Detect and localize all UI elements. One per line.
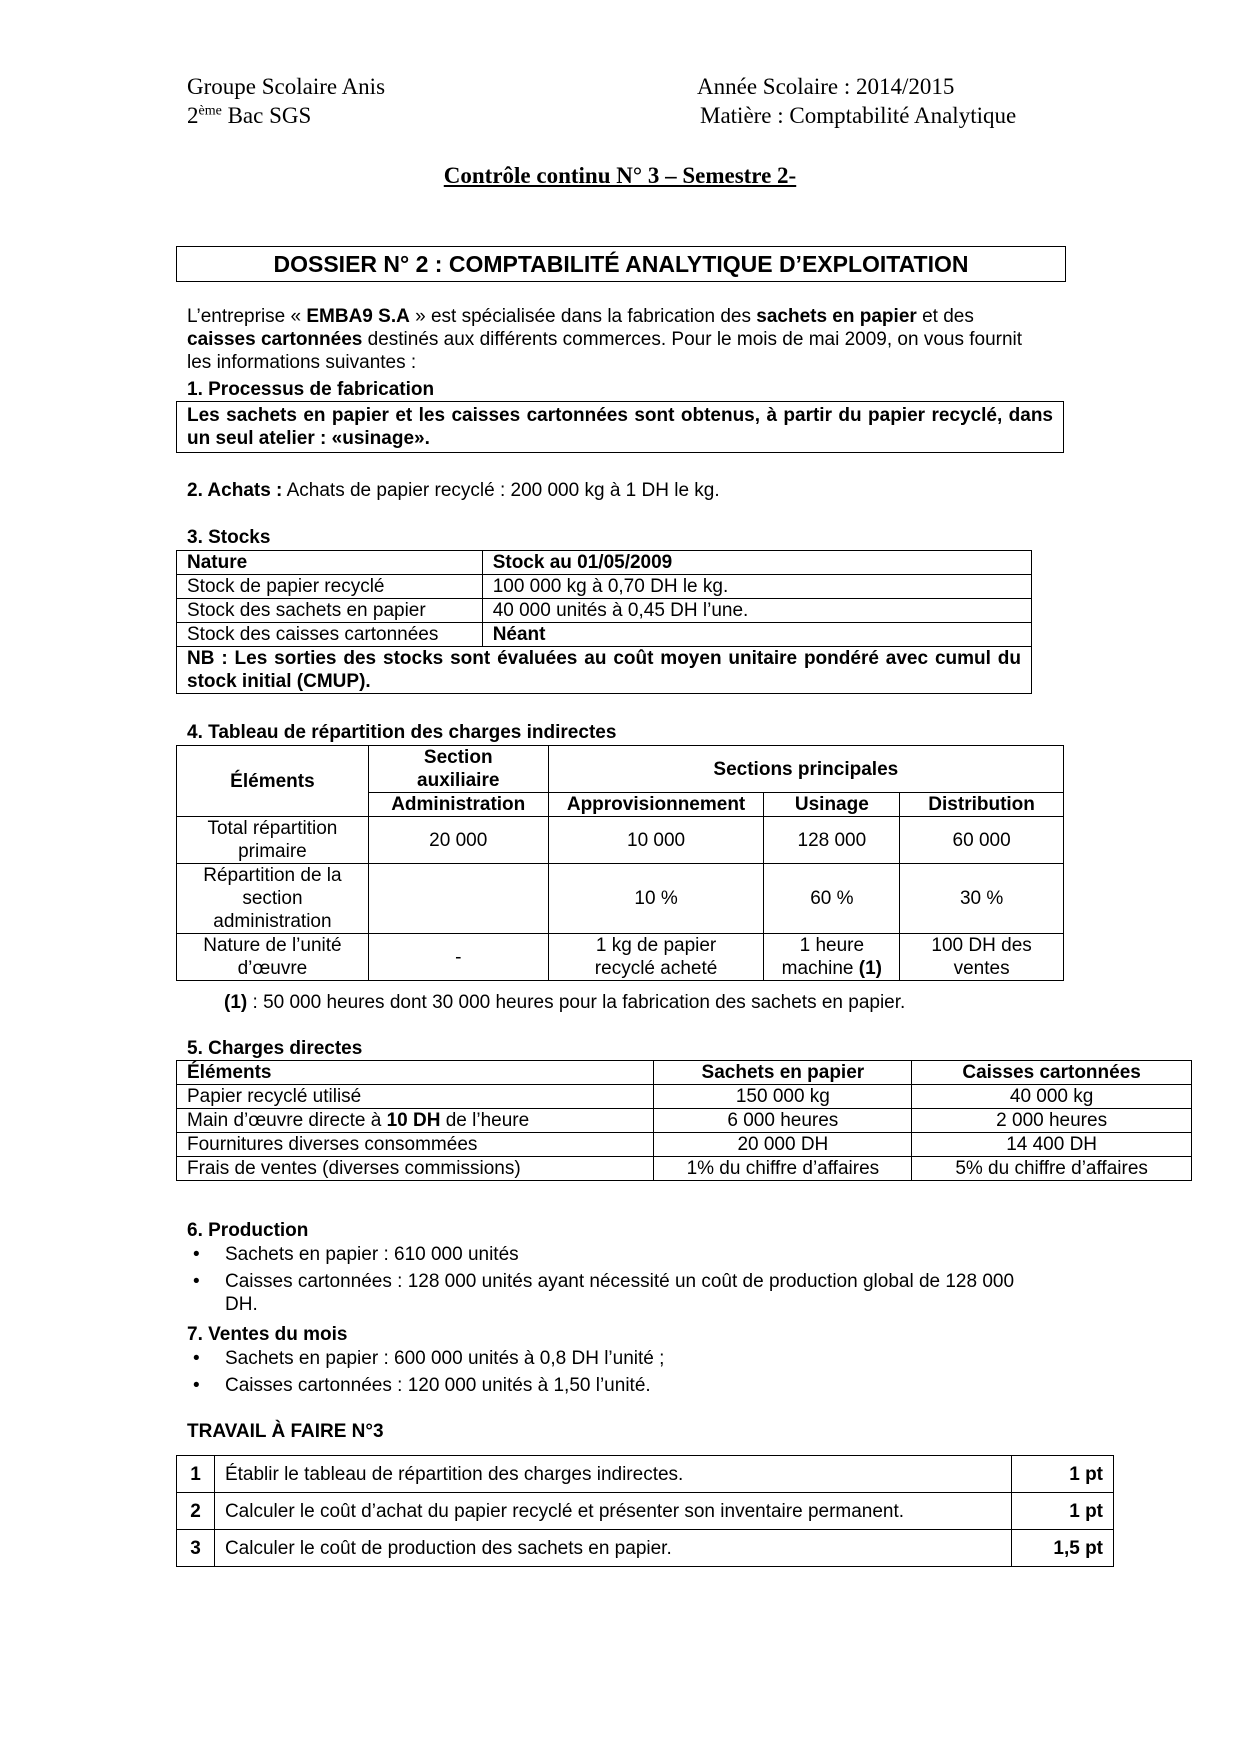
section-1-heading: 1. Processus de fabrication (187, 379, 435, 400)
table-row (177, 551, 1032, 575)
product-sachets: sachets en papier (756, 306, 917, 327)
cell-distribution: 100 DH des ventes (900, 934, 1064, 981)
cell-sachets: 150 000 kg (654, 1085, 912, 1109)
cell-sachets: 20 000 DH (654, 1133, 912, 1157)
intro-paragraph (187, 305, 1047, 374)
section-6-heading: 6. Production (187, 1220, 309, 1241)
table-row (177, 746, 1064, 793)
task-number: 1 (177, 1456, 215, 1493)
stock-nature: Stock des sachets en papier (177, 599, 483, 623)
cell-sachets: 1% du chiffre d’affaires (654, 1157, 912, 1181)
footnote-mark: (1) (224, 992, 248, 1013)
charges-directes-table (176, 1060, 1192, 1181)
list-item: • Caisses cartonnées : 120 000 unités à 1,50 l’unité. (187, 1374, 1049, 1397)
cell-distribution: 60 000 (900, 817, 1064, 864)
header-sections-principales: Sections principales (548, 746, 1063, 793)
task-text: Établir le tableau de répartition des charges indirectes. (214, 1456, 1011, 1493)
class-level (187, 103, 311, 129)
cell-usinage: 128 000 (764, 817, 900, 864)
table-row (177, 934, 1064, 981)
stocks-header-nature: Nature (177, 551, 483, 575)
header-caisses: Caisses cartonnées (912, 1061, 1192, 1085)
stock-value: Néant (482, 623, 1031, 647)
row-label: Total répartition primaire (177, 817, 369, 864)
section-4-heading: 4. Tableau de répartition des charges indirectes (187, 722, 617, 743)
cell-administration: - (368, 934, 548, 981)
header-distribution: Distribution (900, 793, 1064, 817)
row-label: Fournitures diverses consommées (177, 1133, 654, 1157)
task-number: 2 (177, 1493, 215, 1530)
table-row (177, 1157, 1192, 1181)
travail-heading: TRAVAIL À FAIRE N°3 (187, 1421, 384, 1442)
class-level-number: 2 (187, 103, 199, 128)
row-label: Nature de l’unité d’œuvre (177, 934, 369, 981)
table-row (177, 647, 1032, 694)
school-name: Groupe Scolaire Anis (187, 74, 386, 99)
header-usinage: Usinage (764, 793, 900, 817)
class-level-superscript: ème (198, 103, 222, 119)
cell-usinage-text: 1 heure machine (781, 935, 865, 979)
task-points: 1 pt (1012, 1456, 1114, 1493)
cell-administration (368, 864, 548, 934)
stock-nature: Stock des caisses cartonnées (177, 623, 483, 647)
footnote-text: : 50 000 heures dont 30 000 heures pour la fabrication des sachets en papier. (247, 992, 906, 1013)
header-elements: Éléments (177, 1061, 654, 1085)
ventes-list (187, 1347, 1049, 1397)
page-title: Contrôle continu N° 3 – Semestre 2- (443, 163, 797, 188)
task-text: Calculer le coût d’achat du papier recyclé et présenter son inventaire permanent. (214, 1493, 1011, 1530)
task-number: 3 (177, 1530, 215, 1567)
task-points: 1 pt (1012, 1493, 1114, 1530)
table-row (177, 864, 1064, 934)
list-item: • Sachets en papier : 600 000 unités à 0,8 DH l’unité ; (187, 1347, 1049, 1370)
section-1-box: Les sachets en papier et les caisses cartonnées sont obtenus, à partir du papier recyclé, dans un seul atelier : «usinage». (176, 401, 1064, 453)
cell-distribution: 30 % (900, 864, 1064, 934)
footnote-1 (224, 991, 905, 1014)
list-item: • Sachets en papier : 610 000 unités (187, 1243, 1049, 1266)
task-text: Calculer le coût de production des sachets en papier. (214, 1530, 1011, 1567)
table-row (177, 1085, 1192, 1109)
task-points: 1,5 pt (1012, 1530, 1114, 1567)
header-approvisionnement: Approvisionnement (548, 793, 764, 817)
subject: Matière : Comptabilité Analytique (700, 103, 1017, 128)
travail-table (176, 1455, 1114, 1567)
row-label: Répartition de la section administration (177, 864, 369, 934)
intro-text-3: et des (916, 306, 974, 327)
section-3-heading: 3. Stocks (187, 527, 271, 548)
stocks-header-stock: Stock au 01/05/2009 (482, 551, 1031, 575)
row-label-pre: Main d’œuvre directe à (187, 1110, 387, 1131)
table-row (177, 1109, 1192, 1133)
intro-text-1: L’entreprise « (187, 306, 307, 327)
stock-value: 40 000 unités à 0,45 DH l’une. (482, 599, 1031, 623)
section-7-heading: 7. Ventes du mois (187, 1324, 348, 1345)
stock-nature: Stock de papier recyclé (177, 575, 483, 599)
table-row (177, 599, 1032, 623)
stocks-table (176, 550, 1032, 694)
section-2-achats (187, 479, 720, 502)
header-elements: Éléments (177, 746, 369, 817)
section-5-heading: 5. Charges directes (187, 1038, 363, 1059)
company-name: EMBA9 S.A (306, 306, 410, 327)
header-sachets: Sachets en papier (654, 1061, 912, 1085)
section-2-label: 2. Achats : (187, 480, 283, 501)
cell-approvisionnement: 10 % (548, 864, 764, 934)
cell-usinage: 60 % (764, 864, 900, 934)
cell-caisses: 14 400 DH (912, 1133, 1192, 1157)
row-label-rate: 10 DH (386, 1110, 441, 1131)
section-2-text: Achats de papier recyclé : 200 000 kg à 1 DH le kg. (282, 480, 720, 501)
cell-administration: 20 000 (368, 817, 548, 864)
cell-caisses: 5% du chiffre d’affaires (912, 1157, 1192, 1181)
cell-caisses: 40 000 kg (912, 1085, 1192, 1109)
production-list (187, 1243, 1049, 1316)
charges-indirectes-table (176, 745, 1064, 981)
intro-text-4: destinés aux différents commerces. Pour le mois de mai 2009, on vous fournit les informations suivantes : (187, 329, 1023, 373)
table-row (177, 1456, 1114, 1493)
product-caisses: caisses cartonnées (187, 329, 363, 350)
cell-usinage (764, 934, 900, 981)
school-year: Année Scolaire : 2014/2015 (697, 74, 955, 99)
row-label-post: de l’heure (440, 1110, 530, 1131)
cell-usinage-note: (1) (858, 958, 883, 979)
stock-value: 100 000 kg à 0,70 DH le kg. (482, 575, 1031, 599)
row-label (177, 1109, 654, 1133)
intro-text-2: » est spécialisée dans la fabrication des (409, 306, 757, 327)
table-row (177, 575, 1032, 599)
cell-approvisionnement: 1 kg de papier recyclé acheté (548, 934, 764, 981)
table-row (177, 1530, 1114, 1567)
cell-caisses: 2 000 heures (912, 1109, 1192, 1133)
class-level-name: Bac SGS (221, 103, 312, 128)
dossier-heading: DOSSIER N° 2 : COMPTABILITÉ ANALYTIQUE D’EXPLOITATION (176, 246, 1066, 282)
list-item: • Caisses cartonnées : 128 000 unités ayant nécessité un coût de production global de 128 000 DH. (187, 1270, 1049, 1316)
table-row (177, 1061, 1192, 1085)
table-row (177, 817, 1064, 864)
row-label: Papier recyclé utilisé (177, 1085, 654, 1109)
cell-sachets: 6 000 heures (654, 1109, 912, 1133)
table-row (177, 1133, 1192, 1157)
header-administration: Administration (368, 793, 548, 817)
cell-approvisionnement: 10 000 (548, 817, 764, 864)
stocks-nb: NB : Les sorties des stocks sont évaluées au coût moyen unitaire pondéré avec cumul du stock initial (CMUP). (177, 647, 1032, 694)
table-row (177, 1493, 1114, 1530)
row-label: Frais de ventes (diverses commissions) (177, 1157, 654, 1181)
table-row (177, 623, 1032, 647)
header-section-auxiliaire: Section auxiliaire (368, 746, 548, 793)
